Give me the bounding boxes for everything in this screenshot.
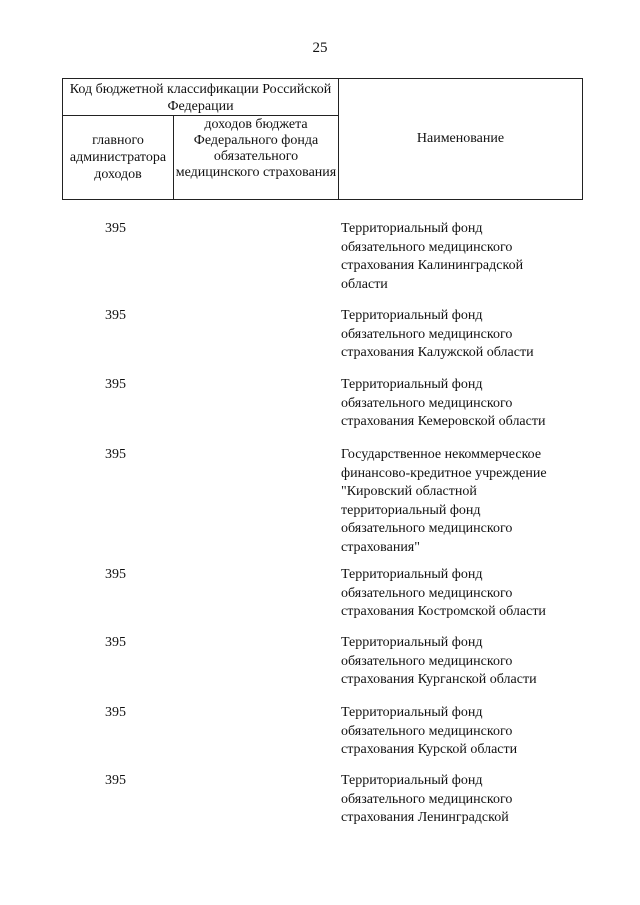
header-classification-group — [63, 79, 339, 199]
row-name: Территориальный фонд обязательного медицинского страхования Курской области — [341, 705, 518, 757]
row-name: Государственное некоммерческое финансово-кредитное учреждение "Кировский областной территориальный фонд обязательного медицинского страхования" — [341, 447, 547, 555]
row-name: Территориальный фонд обязательного медицинского страхования Кемеровской области — [341, 377, 546, 429]
row-name: Территориальный фонд обязательного медицинского страхования Курганской области — [341, 635, 537, 687]
header-col-admin — [63, 116, 174, 199]
header-col-name — [339, 79, 582, 199]
row-code: 395 — [105, 773, 126, 788]
row-name: Территориальный фонд обязательного медицинского страхования Калужской области — [341, 308, 534, 360]
row-name: Территориальный фонд обязательного медицинского страхования Костромской области — [341, 567, 546, 619]
row-code: 395 — [105, 377, 126, 392]
row-code: 395 — [105, 221, 126, 236]
row-name: Территориальный фонд обязательного медицинского страхования Калининградской области — [341, 221, 524, 292]
header-col-name-label: Наименование — [416, 131, 505, 146]
row-code: 395 — [105, 635, 126, 650]
row-code: 395 — [105, 705, 126, 720]
row-code: 395 — [105, 447, 126, 462]
header-col-income-label: доходов бюджета Федерального фонда обязательного медицинского страхования — [175, 117, 337, 180]
header-col-admin-label: главного администратора доходов — [69, 133, 167, 182]
row-name: Территориальный фонд обязательного медицинского страхования Ленинградской — [341, 773, 513, 825]
row-code: 395 — [105, 308, 126, 323]
header-group-title: Код бюджетной классификации Российской Федерации — [63, 79, 338, 116]
table-header — [62, 78, 583, 200]
header-col-income — [174, 116, 338, 199]
row-code: 395 — [105, 567, 126, 582]
page-number: 25 — [312, 40, 328, 56]
